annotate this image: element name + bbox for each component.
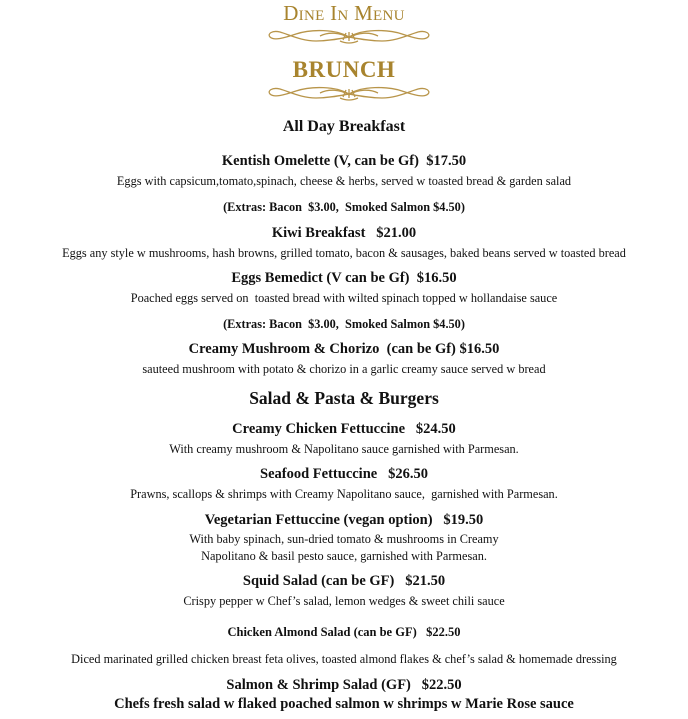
menu-item-description: Eggs with capsicum,tomato,spinach, cheese & herbs, served w toasted bread & garden salad xyxy=(116,174,572,188)
gold-flourish-divider-icon xyxy=(266,26,432,48)
section-title-all-day-breakfast: All Day Breakfast xyxy=(282,118,406,135)
menu-item-title: Squid Salad (can be GF) $21.50 xyxy=(242,573,446,589)
menu-item-title: Creamy Mushroom & Chorizo (can be Gf) $16.50 xyxy=(188,341,500,357)
menu-item-title: Chicken Almond Salad (can be GF) $22.50 xyxy=(227,625,461,639)
menu-item-description: With creamy mushroom & Napolitano sauce garnished with Parmesan. xyxy=(169,442,519,456)
menu-item-description: sauteed mushroom with potato & chorizo in a garlic creamy sauce served w bread xyxy=(142,362,546,376)
menu-item-description: Diced marinated grilled chicken breast feta olives, toasted almond flakes & chef’s salad & homemade dressing xyxy=(71,652,617,666)
gold-flourish-divider-icon xyxy=(266,83,432,105)
menu-title: Dine In Menu xyxy=(283,1,405,25)
menu-item-description: Crispy pepper w Chef’s salad, lemon wedges & sweet chili sauce xyxy=(183,594,505,608)
brunch-heading: BRUNCH xyxy=(292,57,396,82)
menu-item-title: Kentish Omelette (V, can be Gf) $17.50 xyxy=(221,153,467,169)
menu-item-title: Eggs Bemedict (V can be Gf) $16.50 xyxy=(231,270,457,286)
menu-item-title: Salmon & Shrimp Salad (GF) $22.50 xyxy=(226,677,462,693)
menu-item-description: Eggs any style w mushrooms, hash browns, grilled tomato, bacon & sausages, baked beans served w toasted bread xyxy=(62,246,626,260)
menu-item-title: Creamy Chicken Fettuccine $24.50 xyxy=(232,421,456,437)
menu-item-extras: (Extras: Bacon $3.00, Smoked Salmon $4.50) xyxy=(223,317,465,331)
menu-item-extras: (Extras: Bacon $3.00, Smoked Salmon $4.50) xyxy=(223,200,465,214)
menu-item-description: Prawns, scallops & shrimps with Creamy Napolitano sauce, garnished with Parmesan. xyxy=(130,487,558,501)
section-title-salad-pasta-burgers: Salad & Pasta & Burgers xyxy=(249,388,439,408)
menu-item-description: Poached eggs served on toasted bread with wilted spinach topped w hollandaise sauce xyxy=(130,291,558,305)
menu-item-title: Vegetarian Fettuccine (vegan option) $19.50 xyxy=(204,512,484,528)
menu-item-title: Seafood Fettuccine $26.50 xyxy=(260,466,428,482)
menu-item-description: With baby spinach, sun-dried tomato & mushrooms in Creamy xyxy=(189,532,499,546)
menu-item-description: Chefs fresh salad w flaked poached salmon w shrimps w Marie Rose sauce xyxy=(114,696,574,712)
menu-item-title: Kiwi Breakfast $21.00 xyxy=(271,225,417,241)
menu-item-description: Napolitano & basil pesto sauce, garnished with Parmesan. xyxy=(201,549,487,563)
